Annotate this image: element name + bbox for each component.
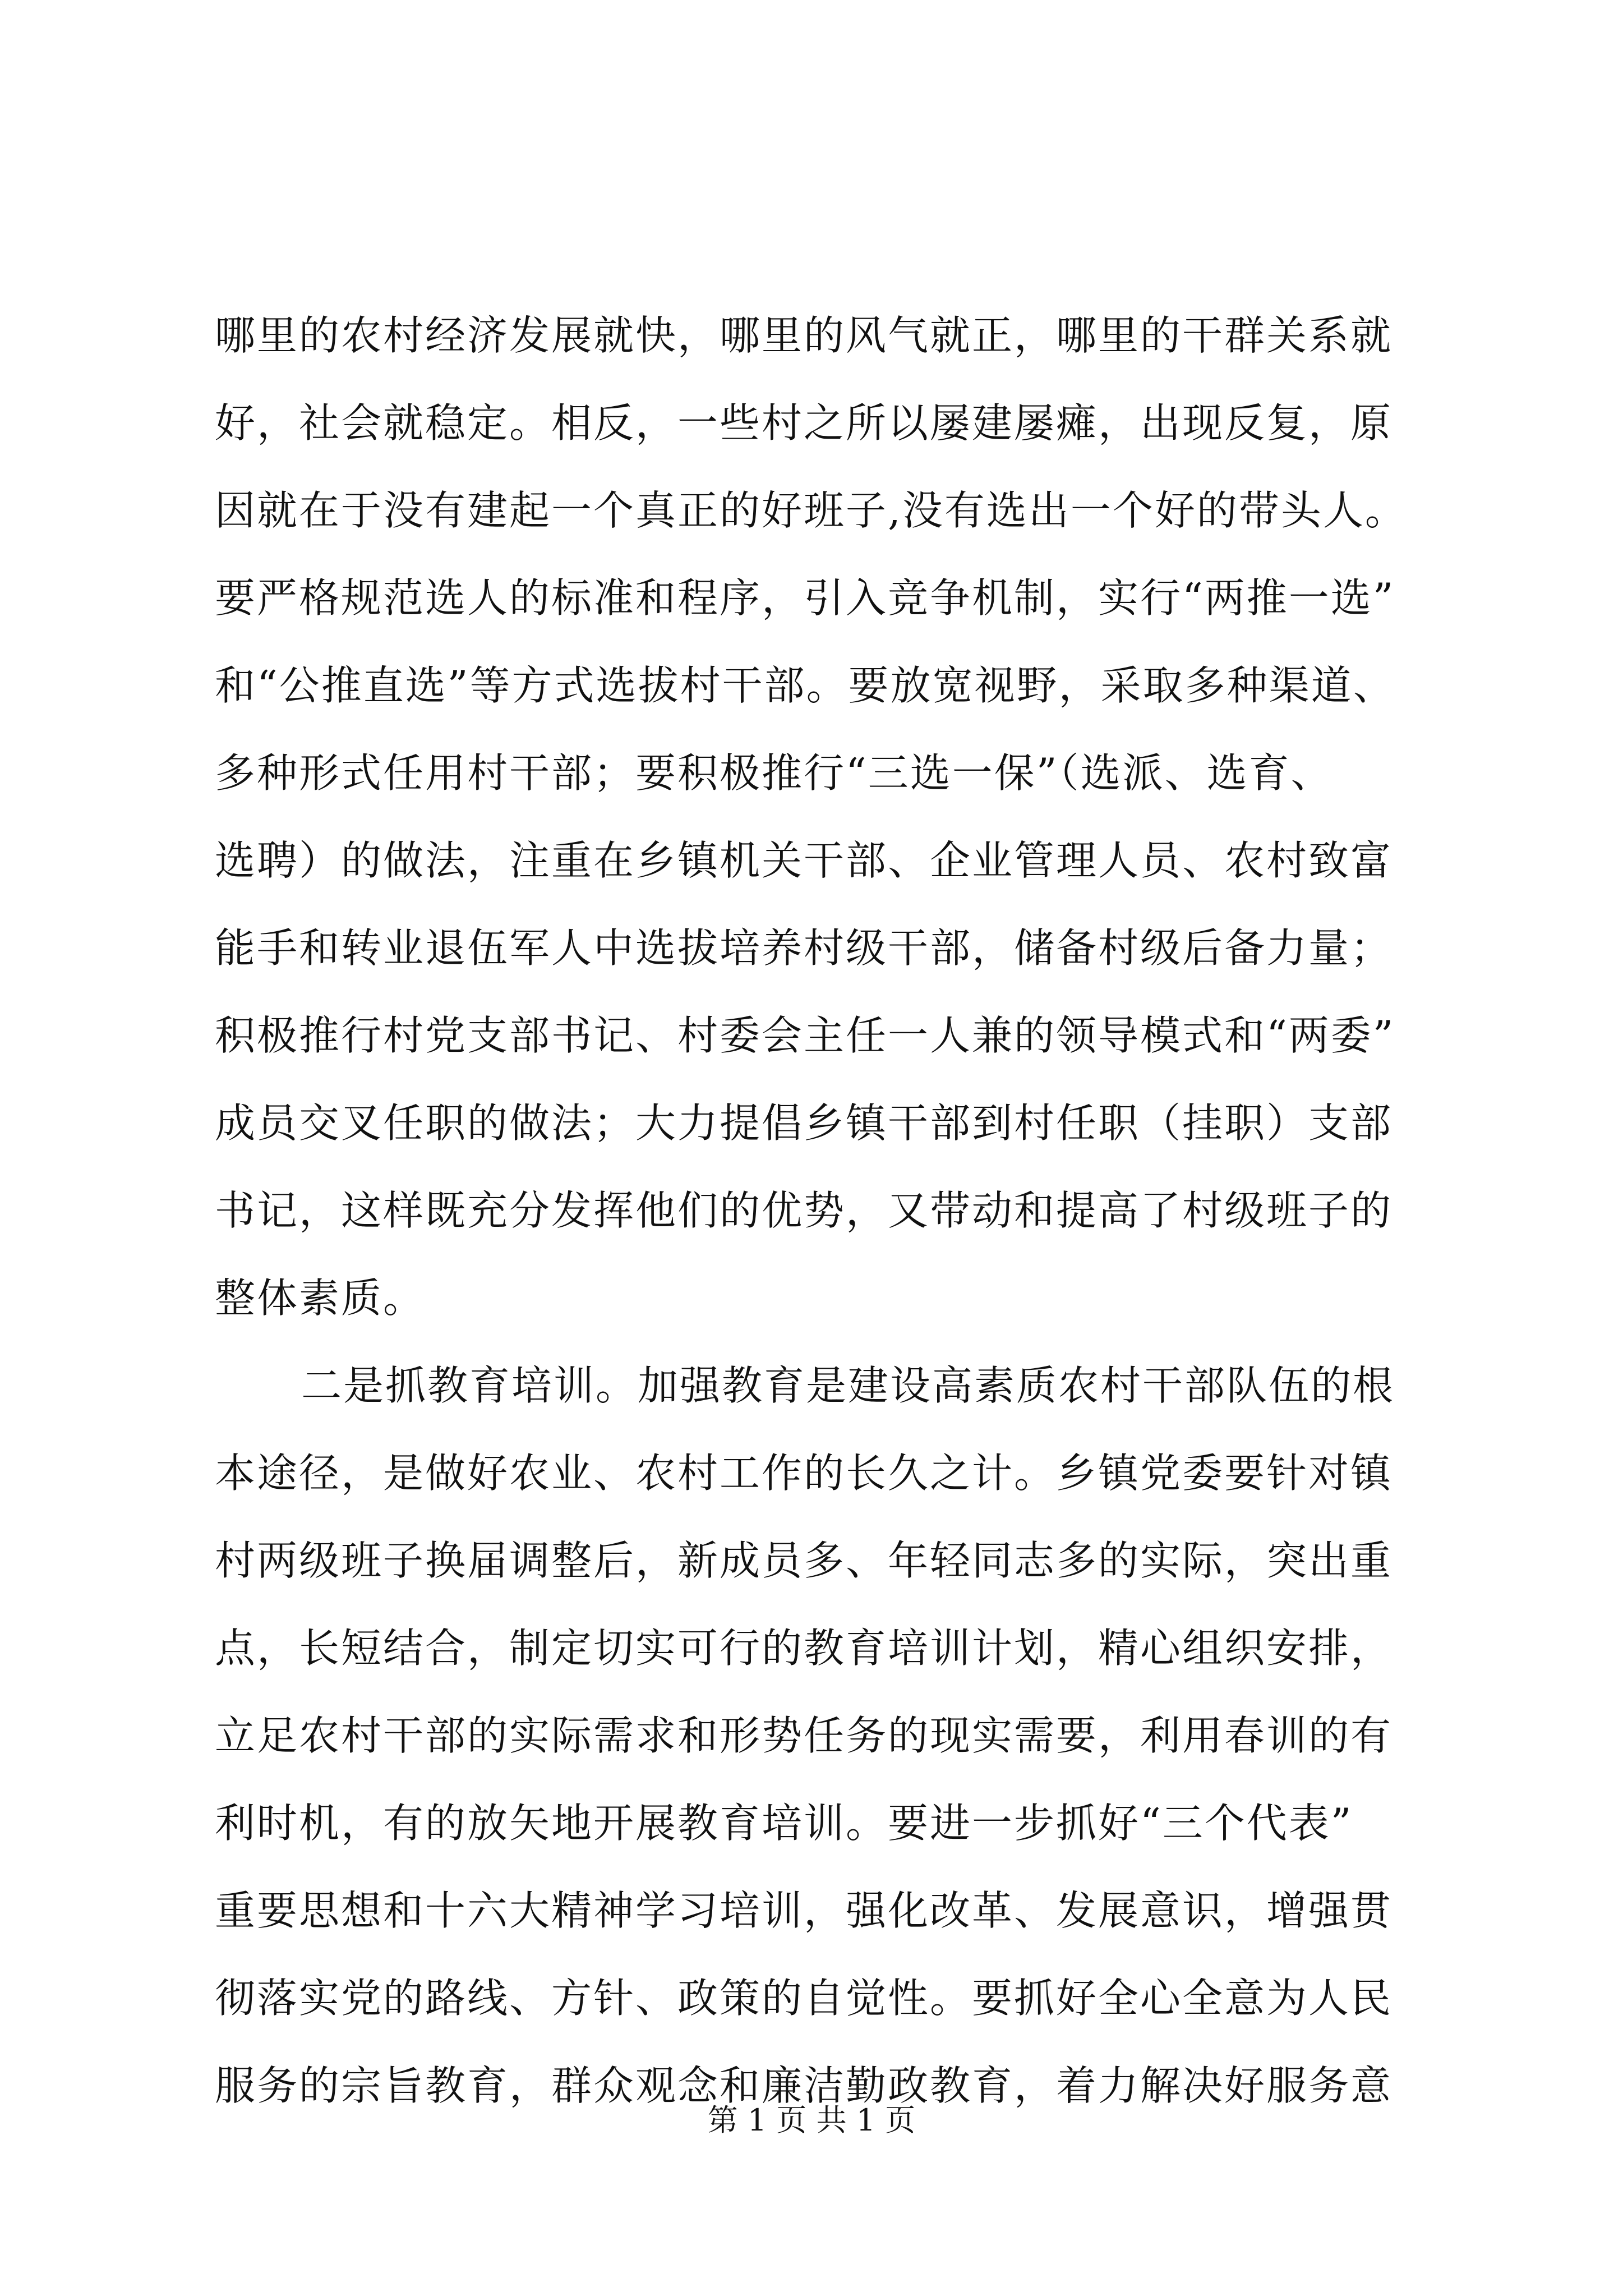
text-line: 积极推行村党支部书记、村委会主任一人兼的领导模式和“两委” — [215, 1012, 1395, 1059]
text-line: 因就在于没有建起一个真正的好班子,没有选出一个好的带头人。 — [215, 487, 1407, 534]
text-line: 哪里的农村经济发展就快，哪里的风气就正，哪里的干群关系就 — [215, 312, 1393, 359]
text-line: 服务的宗旨教育，群众观念和廉洁勤政教育，着力解决好服务意 — [215, 2062, 1393, 2109]
text-line: 成员交叉任职的做法；大力提倡乡镇干部到村任职（挂职）支部 — [215, 1099, 1393, 1147]
text-line: 整体素质。 — [215, 1274, 426, 1322]
paragraph-start-line: 二是抓教育培训。加强教育是建设高素质农村干部队伍的根 — [301, 1362, 1395, 1409]
text-line: 选聘）的做法，注重在乡镇机关干部、企业管理人员、农村致富 — [215, 837, 1393, 884]
text-line: 彻落实党的路线、方针、政策的自觉性。要抓好全心全意为人民 — [215, 1975, 1393, 2022]
text-line: 立足农村干部的实际需求和形势任务的现实需要，利用春训的有 — [215, 1712, 1393, 1759]
page-footer: 第 1 页 共 1 页 — [707, 2102, 916, 2138]
text-line: 能手和转业退伍军人中选拔培养村级干部，储备村级后备力量； — [215, 924, 1393, 972]
text-line: 要严格规范选人的标准和程序，引入竞争机制，实行“两推一选” — [215, 574, 1395, 622]
text-line: 利时机，有的放矢地开展教育培训。要进一步抓好“三个代表” — [215, 1800, 1353, 1847]
text-line: 好，社会就稳定。相反，一些村之所以屡建屡瘫，出现反复，原 — [215, 399, 1393, 447]
document-body — [215, 302, 1465, 2139]
text-line: 点，长短结合，制定切实可行的教育培训计划，精心组织安排， — [215, 1625, 1393, 1672]
text-line: 多种形式任用村干部；要积极推行“三选一保”（选派、选育、 — [215, 749, 1333, 797]
text-line: 重要思想和十六大精神学习培训，强化改革、发展意识，增强贯 — [215, 1887, 1393, 1934]
text-line: 和“公推直选”等方式选拔村干部。要放宽视野，采取多种渠道、 — [215, 662, 1395, 709]
text-line: 本途径，是做好农业、农村工作的长久之计。乡镇党委要针对镇 — [215, 1450, 1393, 1497]
text-line: 书记，这样既充分发挥他们的优势，又带动和提高了村级班子的 — [215, 1187, 1393, 1234]
text-line: 村两级班子换届调整后，新成员多、年轻同志多的实际，突出重 — [215, 1537, 1393, 1584]
